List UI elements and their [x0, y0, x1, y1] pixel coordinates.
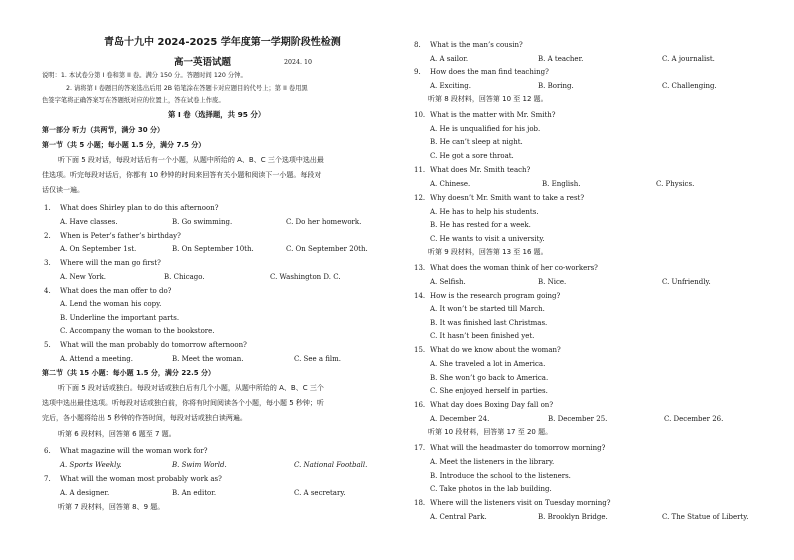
- question-text: What does the man offer to do?: [60, 287, 172, 295]
- option-c: C. The Statue of Liberty.: [662, 513, 749, 521]
- option-a: A. New York.: [60, 273, 107, 281]
- option-c: C. He got a sore throat.: [430, 152, 514, 160]
- material-note: 听第 10 段材料，回答第 17 至 20 题。: [428, 428, 553, 436]
- section2-instructions-1: 听下面 5 段对话或独白。每段对话或独白后有几个小题，从题中所给的 A、B、C 三个: [58, 384, 324, 392]
- part1-heading: 第一部分 听力（共两节，满分 30 分）: [42, 126, 165, 134]
- section2-instructions-2: 选项中选出最佳选项。听每段对话或独白前，你将有时间阅读各个小题，每小题 5 秒钟；听: [42, 399, 324, 407]
- question-number: 7.: [44, 475, 51, 483]
- question-text: What magazine will the woman work for?: [60, 447, 208, 455]
- question-text: What day does Boxing Day fall on?: [430, 401, 554, 409]
- material-note: 听第 7 段材料，回答第 8、9 题。: [58, 503, 165, 511]
- option-c: C. Challenging.: [662, 82, 717, 90]
- option-a: A. Chinese.: [430, 180, 471, 188]
- question-number: 3.: [44, 259, 51, 267]
- option-b: B. He has rested for a week.: [430, 221, 531, 229]
- material-note: 听第 6 段材料，回答第 6 题至 7 题。: [58, 430, 176, 438]
- question-number: 16.: [414, 401, 426, 409]
- option-c: C. Unfriendly.: [662, 278, 711, 286]
- option-b: B. She won’t go back to America.: [430, 374, 549, 382]
- option-a: A. Central Park.: [430, 513, 487, 521]
- option-c: C. National Football.: [294, 461, 368, 469]
- question-number: 5.: [44, 341, 51, 349]
- option-a: A. Sports Weekly.: [60, 461, 122, 469]
- option-b: B. Brooklyn Bridge.: [538, 513, 608, 521]
- section1-instructions-3: 话仅读一遍。: [42, 186, 84, 194]
- option-a: A. A designer.: [60, 489, 110, 497]
- question-text: How is the research program going?: [430, 292, 561, 300]
- option-a: A. Lend the woman his copy.: [60, 300, 162, 308]
- question-text: What do we know about the woman?: [430, 346, 561, 354]
- option-b: B. On September 10th.: [172, 245, 254, 253]
- material-note: 听第 8 段材料，回答第 10 至 12 题。: [428, 95, 548, 103]
- question-number: 12.: [414, 194, 426, 202]
- section1-heading: 第一节（共 5 小题；每小题 1.5 分，满分 7.5 分）: [42, 141, 206, 149]
- question-text: What does Mr. Smith teach?: [430, 166, 531, 174]
- section1-instructions-1: 听下面 5 段对话，每段对话后有一个小题，从题中所给的 A、B、C 三个选项中选出最: [58, 156, 324, 164]
- question-number: 9.: [414, 68, 421, 76]
- option-b: B. Boring.: [538, 82, 574, 90]
- option-c: C. He wants to visit a university.: [430, 235, 545, 243]
- option-b: B. Nice.: [538, 278, 567, 286]
- option-c: C. A journalist.: [662, 55, 715, 63]
- question-number: 1.: [44, 204, 51, 212]
- section1-instructions-2: 佳选项。听完每段对话后，你都有 10 秒钟的时间来回答有关小题和阅读下一小题。每段对: [42, 171, 322, 179]
- option-a: A. Attend a meeting.: [60, 355, 134, 363]
- option-c: C. She enjoyed herself in parties.: [430, 387, 548, 395]
- question-text: What is the matter with Mr. Smith?: [430, 111, 556, 119]
- instructions-line-1: 说明：1. 本试卷分第 I 卷和第 II 卷。满分 150 分。答题时间 120 分钟。: [42, 72, 247, 79]
- question-number: 10.: [414, 111, 426, 119]
- option-b: B. Go swimming.: [172, 218, 233, 226]
- question-number: 17.: [414, 444, 426, 452]
- option-a: A. He has to help his students.: [430, 208, 539, 216]
- option-c: C. Take photos in the lab building.: [430, 485, 552, 493]
- option-b: B. English.: [542, 180, 581, 188]
- question-number: 6.: [44, 447, 51, 455]
- exam-subtitle: 高一英语试题: [174, 57, 232, 68]
- option-b: B. A teacher.: [538, 55, 584, 63]
- instructions-line-2: 2. 请将第 I 卷题目的答案选出后用 2B 铅笔涂在答题卡对应题目的代号上；第 II 卷用黑: [66, 85, 308, 92]
- question-number: 8.: [414, 41, 421, 49]
- option-a: A. A sailor.: [430, 55, 469, 63]
- option-c: C. On September 20th.: [286, 245, 368, 253]
- section2-heading: 第二节（共 15 小题：每小题 1.5 分，满分 22.5 分）: [42, 369, 216, 377]
- option-a: A. Selfish.: [430, 278, 466, 286]
- option-b: B. Meet the woman.: [172, 355, 244, 363]
- option-c: C. A secretary.: [294, 489, 346, 497]
- option-a: A. It won’t be started till March.: [430, 305, 545, 313]
- option-a: A. On September 1st.: [60, 245, 137, 253]
- volume-heading: 第 I 卷（选择题，共 95 分）: [168, 110, 266, 119]
- option-b: B. December 25.: [548, 415, 608, 423]
- option-b: B. Swim World.: [172, 461, 227, 469]
- option-b: B. It was finished last Christmas.: [430, 319, 548, 327]
- question-text: What is the man’s cousin?: [430, 41, 523, 49]
- question-text: Where will the listeners visit on Tuesday morning?: [430, 499, 611, 507]
- question-text: What will the woman most probably work as?: [60, 475, 222, 483]
- option-b: B. An editor.: [172, 489, 217, 497]
- material-note: 听第 9 段材料，回答第 13 至 16 题。: [428, 248, 548, 256]
- question-number: 11.: [414, 166, 426, 174]
- question-number: 4.: [44, 287, 51, 295]
- option-b: B. He can’t sleep at night.: [430, 138, 523, 146]
- option-a: A. He is unqualified for his job.: [430, 125, 541, 133]
- question-text: What will the headmaster do tomorrow morning?: [430, 444, 606, 452]
- exam-date: 2024. 10: [284, 59, 313, 66]
- option-b: B. Introduce the school to the listeners.: [430, 472, 571, 480]
- question-text: Where will the man go first?: [60, 259, 161, 267]
- instructions-line-3: 色签字笔将正确答案写在答题纸对应的位置上，答在试卷上作废。: [42, 97, 225, 104]
- option-c: C. Physics.: [656, 180, 695, 188]
- exam-title: 青岛十九中 2024-2025 学年度第一学期阶段性检测: [104, 37, 341, 48]
- option-a: A. Meet the listeners in the library.: [430, 458, 555, 466]
- section2-instructions-3: 完后，各小题将给出 5 秒钟的作答时间，每段对话或独白读两遍。: [42, 414, 247, 422]
- option-b: B. Underline the important parts.: [60, 314, 180, 322]
- question-text: What does the woman think of her co-workers?: [430, 264, 598, 272]
- question-text: When is Peter’s father’s birthday?: [60, 232, 181, 240]
- option-c: C. Washington D. C.: [270, 273, 341, 281]
- option-a: A. December 24.: [430, 415, 490, 423]
- option-a: A. Exciting.: [430, 82, 471, 90]
- question-text: What does Shirley plan to do this afternoon?: [60, 204, 219, 212]
- option-c: C. See a film.: [294, 355, 342, 363]
- option-c: C. Do her homework.: [286, 218, 362, 226]
- question-number: 14.: [414, 292, 426, 300]
- question-text: What will the man probably do tomorrow afternoon?: [60, 341, 247, 349]
- question-number: 15.: [414, 346, 426, 354]
- question-number: 18.: [414, 499, 426, 507]
- question-text: Why doesn’t Mr. Smith want to take a rest?: [430, 194, 585, 202]
- question-text: How does the man find teaching?: [430, 68, 549, 76]
- question-number: 2.: [44, 232, 51, 240]
- option-b: B. Chicago.: [164, 273, 205, 281]
- option-a: A. She traveled a lot in America.: [430, 360, 546, 368]
- question-number: 13.: [414, 264, 426, 272]
- option-c: C. December 26.: [664, 415, 724, 423]
- option-c: C. It hasn’t been finished yet.: [430, 332, 535, 340]
- option-a: A. Have classes.: [60, 218, 118, 226]
- option-c: C. Accompany the woman to the bookstore.: [60, 327, 215, 335]
